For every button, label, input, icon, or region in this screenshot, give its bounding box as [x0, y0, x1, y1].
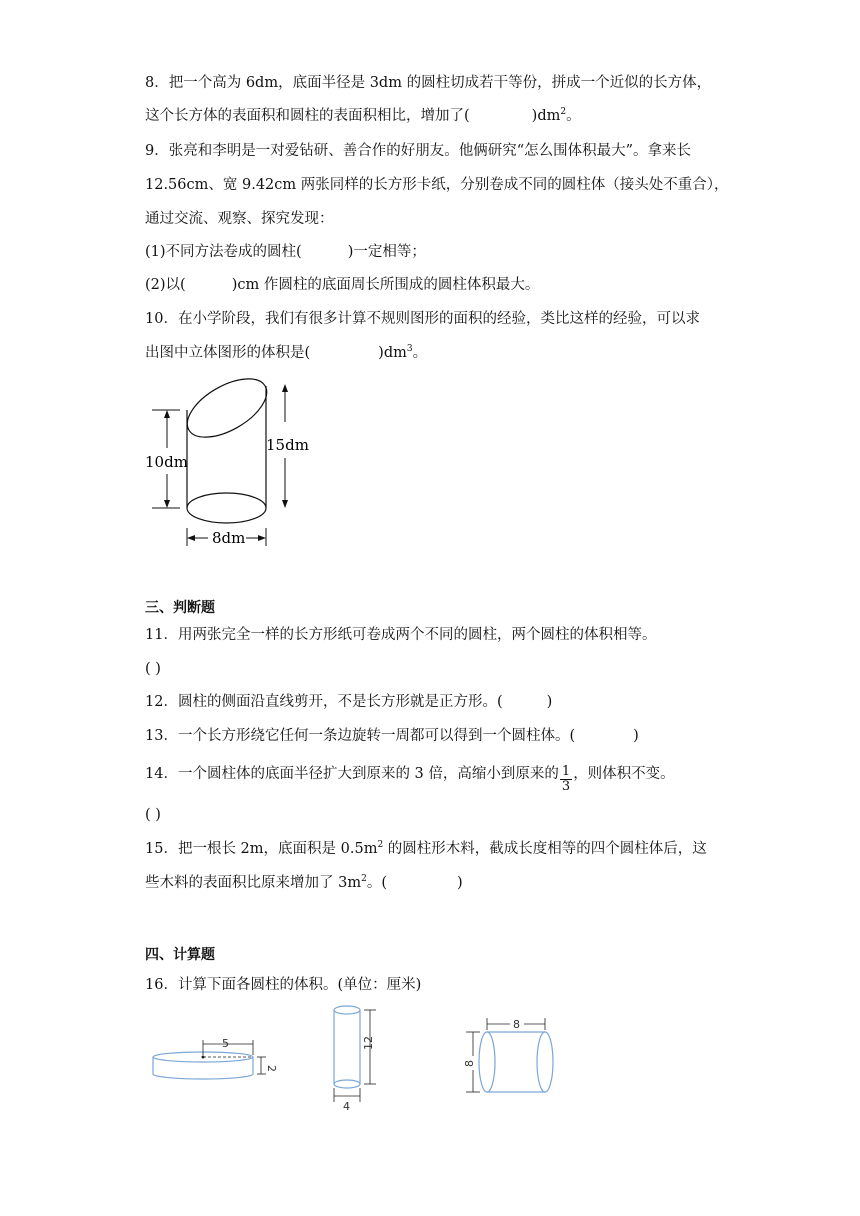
q12: [145, 692, 552, 712]
q15-line2-pre: 些木料的表面积比原来增加了: [145, 875, 339, 891]
q8-line2-pre: 这个长方体的表面积和圆柱的表面积相比，增加了(: [145, 108, 470, 124]
q10-unit-sup: 3: [406, 344, 413, 354]
q14-pre: 14．一个圆柱体的底面半径扩大到原来的 3 倍，高缩小到原来的: [145, 766, 559, 782]
q10-left-arrow-down: [164, 500, 170, 508]
q16-c3-left-ellipse: [479, 1032, 495, 1092]
q10-top-ellipse: [178, 370, 276, 449]
q14-post: ，则体积不变。: [573, 766, 675, 782]
q16-c3-right-ellipse: [537, 1032, 553, 1092]
q10-bottom-arrow-right: [258, 535, 266, 541]
q9-sub1-pre: (1)不同方法卷成的圆柱(: [145, 244, 302, 260]
q11-answer-paren[interactable]: ( ): [145, 661, 161, 677]
q14-answer-paren[interactable]: ( ): [145, 807, 161, 823]
q10-diameter-label: 8dm: [212, 529, 246, 547]
q9-sub2-post: )cm 作圆柱的底面周长所围成的圆柱体积最大。: [231, 277, 540, 293]
q10-line2-post: )dm: [378, 345, 407, 361]
q15-line1: [145, 839, 707, 859]
q16-c2-top-ellipse: [334, 1006, 360, 1014]
q12-text: 12．圆柱的侧面沿直线剪开，不是长方形就是正方形。(: [145, 694, 503, 710]
q16-c3-diameter-label: 8: [463, 1060, 476, 1067]
q10-right-height-label: 15dm: [266, 436, 309, 454]
q16-cylinder-1: [153, 1037, 278, 1079]
q8-unit-sup: 2: [560, 107, 567, 117]
q10-line2-pre: 出图中立体图形的体积是(: [145, 345, 311, 361]
q9-sub1-post: )一定相等；: [347, 244, 426, 260]
q15-inc-value: 3m: [338, 875, 362, 891]
q13-text: 13．一个长方形绕它任何一条边旋转一周都可以得到一个圆柱体。(: [145, 728, 576, 744]
q14-fraction: [560, 765, 572, 794]
q9-sub2: [145, 275, 539, 295]
q16-c3-length-label: 8: [513, 1018, 520, 1031]
q8-line2-post: )dm: [531, 108, 561, 124]
q14: [145, 764, 675, 794]
q10-line1: 10．在小学阶段，我们有很多计算不规则图形的面积的经验，类比这样的经验，可以求: [145, 311, 700, 327]
q10-bottom-ellipse: [187, 493, 266, 523]
q10-left-arrow-up: [164, 410, 170, 418]
q8-line2: [145, 106, 581, 126]
q15-area-value: 0.5m: [340, 841, 378, 857]
q13: [145, 726, 639, 746]
q16-c1-radius-label: 5: [222, 1037, 229, 1050]
q9-sub2-pre: (2)以(: [145, 277, 186, 293]
q16-cylinder-3: [463, 1018, 553, 1092]
q16-c1-height-label: 2: [265, 1065, 278, 1072]
q10-slanted-cylinder-figure: [140, 370, 340, 550]
q15-line2-post: 。(: [366, 875, 387, 891]
q13-close: ): [633, 728, 639, 744]
q15-line2: [145, 873, 463, 893]
q10-line2-end: 。: [412, 345, 428, 361]
q11-text: 11．用两张完全一样的长方形纸可卷成两个不同的圆柱，两个圆柱的体积相等。: [145, 627, 657, 643]
q16-text: 16．计算下面各圆柱的体积。(单位：厘米): [145, 977, 422, 993]
q10-left-height-label: 10dm: [145, 453, 188, 471]
q15-line1-post: 的圆柱形木料，截成长度相等的四个圆柱体后，这: [383, 841, 707, 857]
q15-area-sup: 2: [377, 840, 384, 850]
section-4-title: 四、计算题: [145, 947, 215, 963]
q15-inc-sup: 2: [361, 874, 367, 884]
q16-cylinder-2: [334, 1006, 376, 1112]
q10-right-arrow-down: [282, 500, 288, 508]
q16-c2-height-label: 12: [362, 1036, 375, 1050]
section-3-title: 三、判断题: [145, 600, 215, 616]
q15-close: ): [457, 875, 463, 891]
q16-c1-bottom-arc: [153, 1074, 253, 1079]
q8-line1: 8．把一个高为 6dm，底面半径是 3dm 的圆柱切成若干等份，拼成一个近似的长方体，: [145, 75, 712, 91]
q14-frac-num: 1: [561, 764, 571, 779]
q14-frac-den: 3: [561, 779, 571, 794]
q9-line3: 通过交流、观察、探究发现：: [145, 211, 334, 227]
q8-line2-end: 。: [566, 108, 581, 124]
q16-cylinders-figure: [140, 1000, 580, 1112]
q10-line2: [145, 343, 427, 363]
q9-line2: 12.56cm、宽 9.42cm 两张同样的长方形卡纸，分别卷成不同的圆柱体（接头处不重合），: [145, 177, 729, 193]
q9-sub1: [145, 242, 426, 262]
q10-right-arrow-up: [282, 384, 288, 392]
q10-bottom-arrow-left: [187, 535, 195, 541]
q12-close: ): [546, 694, 553, 710]
q9-line1: 9．张亮和李明是一对爱钻研、善合作的好朋友。他俩研究“怎么围体积最大”。拿来长: [145, 143, 692, 159]
q16-c2-bottom-ellipse: [334, 1080, 360, 1088]
q16-c2-diameter-label: 4: [343, 1100, 350, 1112]
q15-line1-pre: 15．把一根长 2m，底面积是: [145, 841, 341, 857]
